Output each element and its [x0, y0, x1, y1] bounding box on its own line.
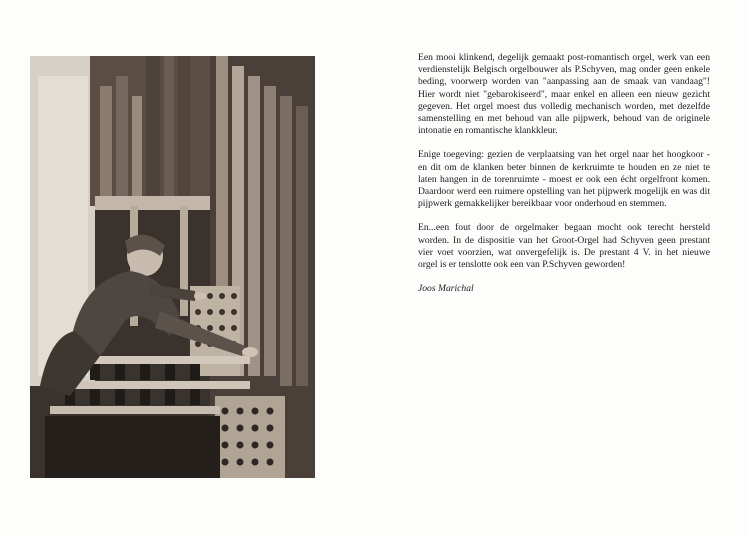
paragraph-3: En...een fout door de orgelmaker begaan mocht ook terecht hersteld worden. In de dispositie van het Groot-Orgel had Schyven geen prestant vier voet voorzien, wat onvergefelijk is. De prestant 4 V. in het nieuwe orgel is er tenslotte ook een van P.Schyven geworden!	[418, 222, 710, 271]
paragraph-2: Enige toegeving: gezien de verplaatsing van het orgel naar het hoogkoor - en dit om de klanken beter binnen de kerkruimte te houden en ze niet te laten hangen in de torenruimte - moest er ook een écht orgelfront komen. Daardoor werd een ruimere opstelling van het pijpwerk mogelijk en was dit pijpwerk gemakkelijker bereikbaar voor onderhoud en stemmen.	[418, 149, 710, 210]
paragraph-1: Een mooi klinkend, degelijk gemaakt post-romantisch orgel, werk van een verdienstelijk Belgisch orgelbouwer als P.Schyven, mag onder geen enkele beding, voorwerp worden van "aanpassing aan de smaak van vandaag"! Hier wordt niet "gebarokiseerd", maar enkel en alleen een nieuw gezicht gegeven. Het orgel moest dus volledig mechanisch worden, met dezelfde samenstelling en met behoud van alle pijpwerk, behoud van de originele intonatie en romantische klankkleur.	[418, 52, 710, 137]
organ-builder-photo	[30, 56, 315, 478]
article-text	[418, 52, 710, 307]
author-signature: Joos Marichal	[418, 283, 474, 295]
